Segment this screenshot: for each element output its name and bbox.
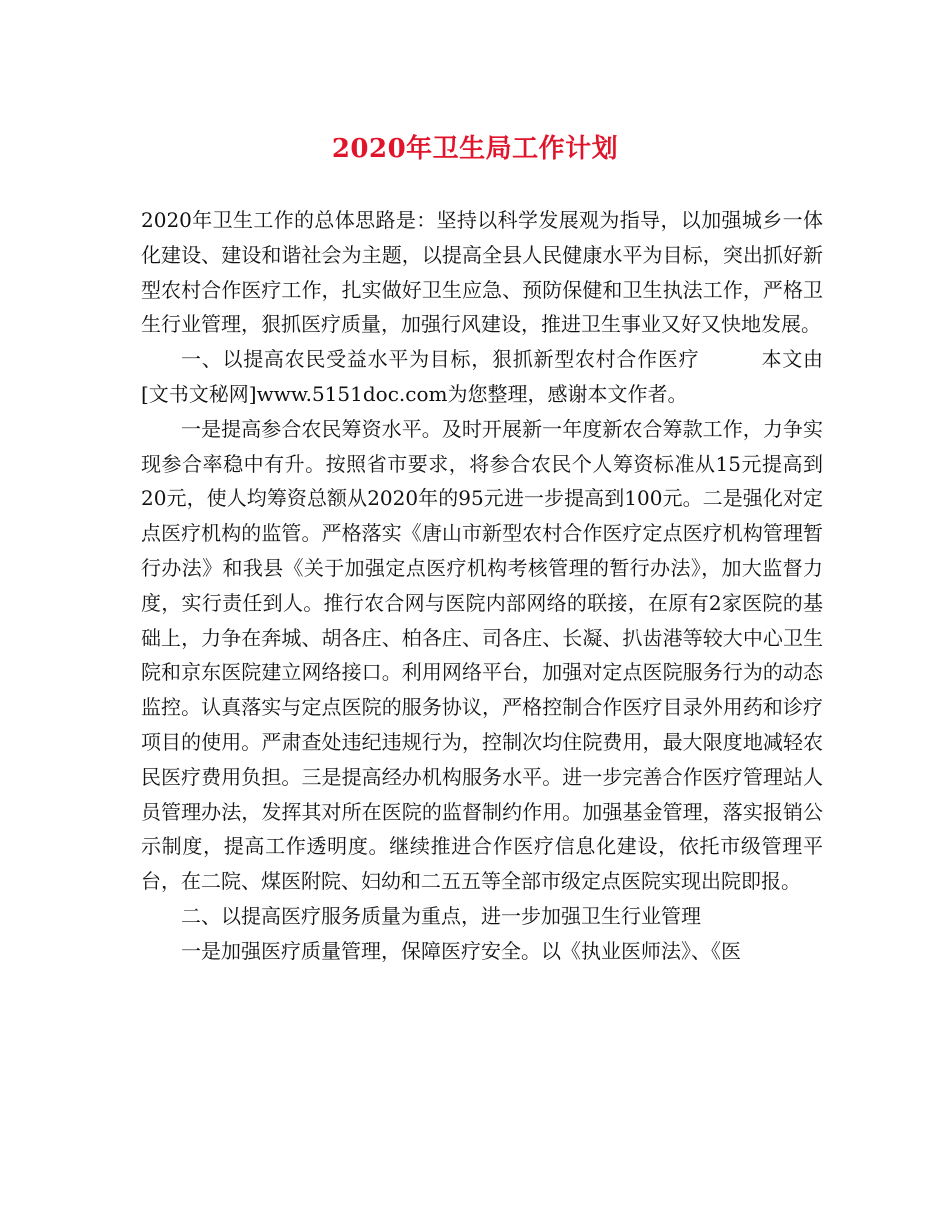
- paragraph-section-1-body: 一是提高参合农民筹资水平。及时开展新一年度新农合筹款工作，力争实现参合率稳中有升。按照省市要求，将参合农民个人筹资标准从15元提高到20元，使人均筹资总额从2020年的95元进一步提高到100元。二是强化对定点医疗机构的监管。严格落实《唐山市新型农村合作医疗定点医疗机构管理暂行办法》和我县《关于加强定点医疗机构考核管理的暂行办法》，加大监督力度，实行责任到人。推行农合网与医院内部网络的联接，在原有2家医院的基础上，力争在奔城、胡各庄、柏各庄、司各庄、长凝、扒齿港等较大中心卫生院和京东医院建立网络接口。利用网络平台，加强对定点医院服务行为的动态监控。认真落实与定点医院的服务协议，严格控制合作医疗目录外用药和诊疗项目的使用。严肃查处违纪违规行为，控制次均住院费用，最大限度地减轻农民医疗费用负担。三是提高经办机构服务水平。进一步完善合作医疗管理站人员管理办法，发挥其对所在医院的监督制约作用。加强基金管理，落实报销公示制度，提高工作透明度。继续推进合作医疗信息化建设，依托市级管理平台，在二院、煤医附院、妇幼和二五五等全部市级定点医院实现出院即报。: [141, 416, 823, 894]
- paragraph-section-1-heading: 一、以提高农民受益水平为目标，狠抓新型农村合作医疗 本文由[文书文秘网]www.5151doc.com为您整理，感谢本文作者。: [141, 347, 823, 406]
- paragraph-intro: 2020年卫生工作的总体思路是：坚持以科学发展观为指导，以加强城乡一体化建设、建设和谐社会为主题，以提高全县人民健康水平为目标，突出抓好新型农村合作医疗工作，扎实做好卫生应急、预防保健和卫生执法工作，严格卫生行业管理，狠抓医疗质量，加强行风建设，推进卫生事业又好又快地发展。: [141, 208, 823, 337]
- paragraph-section-2-body: 一是加强医疗质量管理，保障医疗安全。以《执业医师法》、《医: [181, 938, 741, 963]
- paragraph-section-2-heading: 二、以提高医疗服务质量为重点，进一步加强卫生行业管理: [181, 903, 701, 928]
- document-title: 2020年卫生局工作计划: [331, 134, 619, 164]
- document-body: [141, 203, 823, 969]
